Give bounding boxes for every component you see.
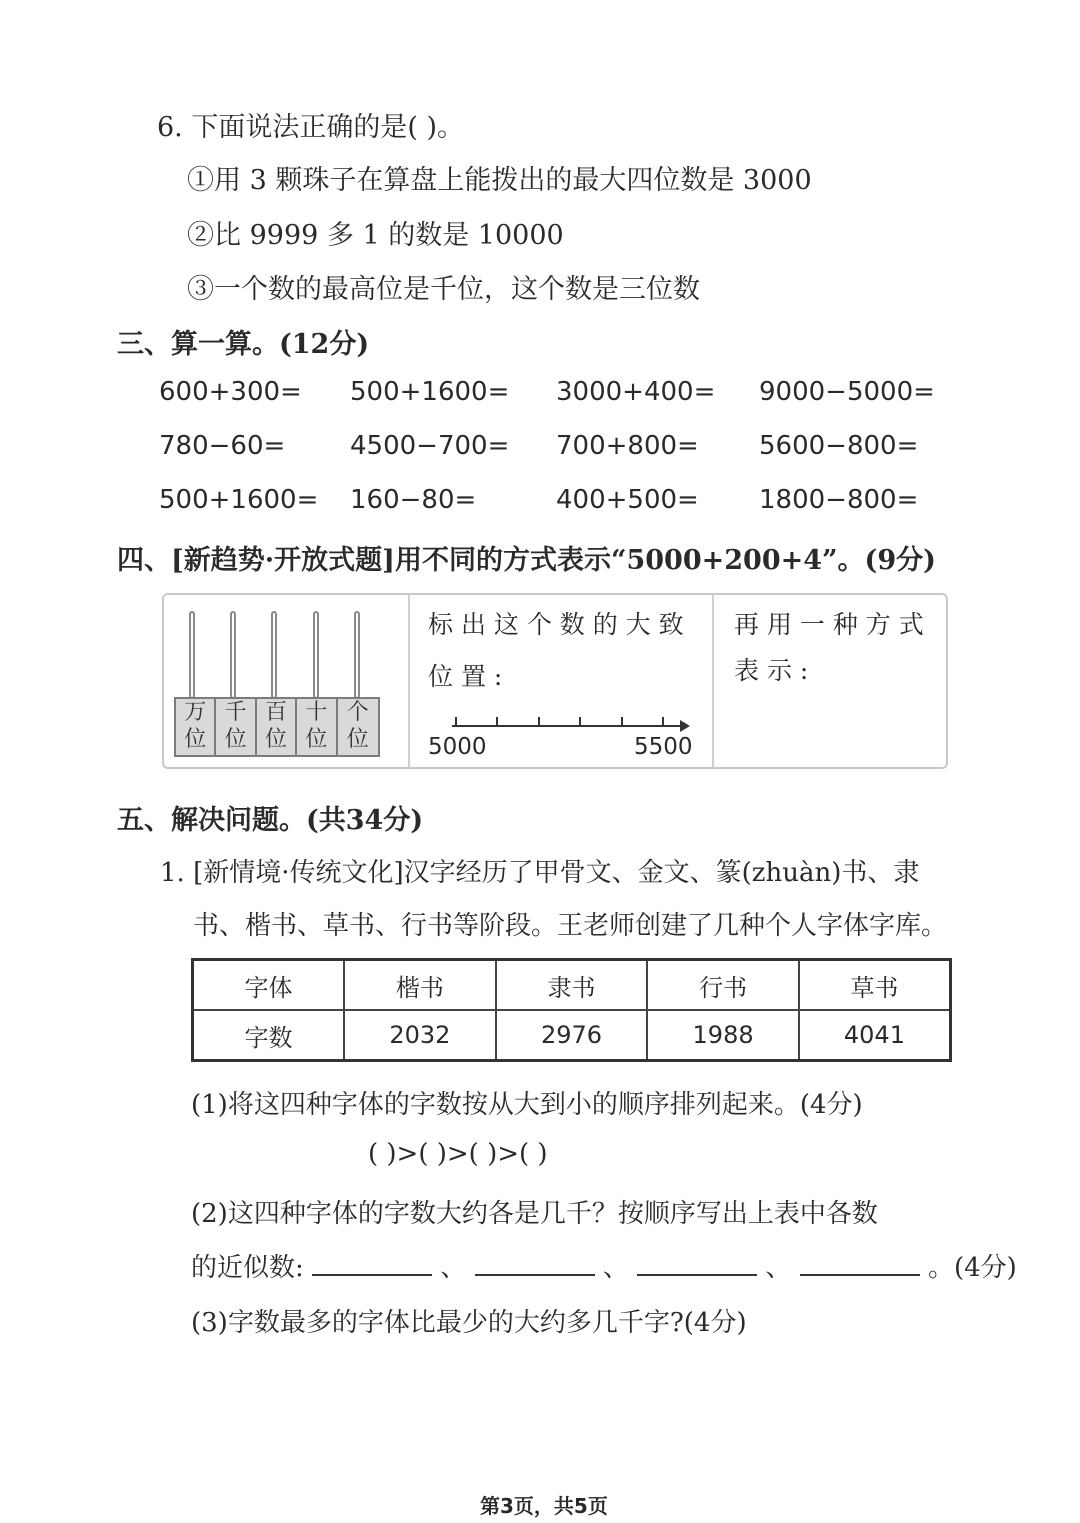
table-header-cell: 隶书 [496,960,648,1011]
divider-1 [408,595,410,767]
blank-separator: 、 [440,1253,467,1283]
table-row [193,1010,951,1061]
number-line-axis [452,725,684,727]
number-line-tick [455,717,457,727]
number-line-arrow-icon [680,720,690,732]
abacus-label-ge: 个 位 [346,700,369,752]
section5-title: 五、解决问题。(共34分) [117,805,424,836]
sub-question-1-blanks[interactable]: ( )>( )>( )>( ) [368,1139,548,1169]
table-header-cell: 行书 [647,960,799,1011]
calc-r2-c1: 780−60= [159,431,286,461]
table-header-cell: 草书 [799,960,951,1011]
abacus-rod [271,611,277,699]
other-way-instruction-1: 再 用 一 种 方 式 [734,610,924,639]
table-header-cell: 楷书 [344,960,496,1011]
q6-option-3: ③一个数的最高位是千位，这个数是三位数 [187,274,700,305]
number-line-tick [621,717,623,727]
blank-separator: 、 [765,1253,792,1283]
table-cell: 4041 [799,1010,951,1061]
abacus-rod [354,611,360,699]
sub-question-3: (3)字数最多的字体比最少的大约多几千字?(4分) [191,1308,747,1338]
problem1-line2: 书、楷书、草书、行书等阶段。王老师创建了几种个人字体字库。 [193,911,948,941]
q6-option-2: ②比 9999 多 1 的数是 10000 [187,220,564,251]
number-line-tick [496,717,498,727]
number-line-end-label: 5500 [634,734,693,760]
calc-r3-c3: 400+500= [556,485,699,515]
table-header-cell: 字体 [193,960,345,1011]
calc-r2-c3: 700+800= [556,431,699,461]
other-way-instruction-2: 表 示 : [734,656,809,685]
sub-question-2-line2 [191,1247,1017,1284]
number-line-tick [538,717,540,727]
q6-option-1: ①用 3 颗珠子在算盘上能拨出的最大四位数是 3000 [187,165,812,196]
font-count-table [191,958,952,1062]
table-cell: 2032 [344,1010,496,1061]
divider-2 [712,595,714,767]
calc-r3-c4: 1800−800= [759,485,919,515]
q6-title: 6. 下面说法正确的是( )。 [157,112,464,143]
table-row [193,960,951,1011]
sub-question-2-suffix: 。(4分) [927,1253,1017,1283]
calc-r2-c4: 5600−800= [759,431,919,461]
number-line-tick [662,717,664,727]
answer-blank-2[interactable] [475,1254,595,1276]
abacus-rod [189,611,195,699]
sub-question-2-line1: (2)这四种字体的字数大约各是几千？按顺序写出上表中各数 [191,1199,878,1229]
abacus-label-qian: 千 位 [216,699,256,755]
abacus-label-wan: 万 位 [176,699,216,755]
abacus-rod [230,611,236,699]
answer-blank-1[interactable] [312,1254,432,1276]
section4-answer-box [162,593,948,769]
mark-instruction-2: 位 置 : [428,662,503,691]
other-way-answer-area[interactable] [734,690,934,755]
abacus-label-shi: 十 位 [297,699,337,755]
table-cell: 2976 [496,1010,648,1061]
mark-instruction-1: 标 出 这 个 数 的 大 致 [428,610,684,639]
abacus-rod [313,611,319,699]
calc-r3-c2: 160−80= [350,485,477,515]
calc-r1-c1: 600+300= [159,377,302,407]
section3-title: 三、算一算。(12分) [117,329,370,360]
table-cell: 字数 [193,1010,345,1061]
number-line-start-label: 5000 [428,734,487,760]
sub-question-2-prefix: 的近似数: [191,1253,304,1283]
abacus-label-bai: 百 位 [257,699,297,755]
blank-separator: 、 [602,1253,629,1283]
answer-blank-3[interactable] [637,1254,757,1276]
table-cell: 1988 [647,1010,799,1061]
page-number-footer: 第3页，共5页 [480,1494,608,1518]
number-line-tick [579,717,581,727]
sub-question-1: (1)将这四种字体的字数按从大到小的顺序排列起来。(4分) [191,1090,863,1120]
answer-blank-4[interactable] [800,1254,920,1276]
problem1-line1: 1. [新情境·传统文化]汉字经历了甲骨文、金文、篆(zhuàn)书、隶 [160,858,920,888]
calc-r3-c1: 500+1600= [159,485,319,515]
calc-r1-c2: 500+1600= [350,377,510,407]
calc-r2-c2: 4500−700= [350,431,510,461]
abacus-base [174,697,380,757]
section4-title: 四、[新趋势·开放式题]用不同的方式表示“5000+200+4”。(9分) [117,545,936,576]
calc-r1-c3: 3000+400= [556,377,716,407]
calc-r1-c4: 9000−5000= [759,377,935,407]
